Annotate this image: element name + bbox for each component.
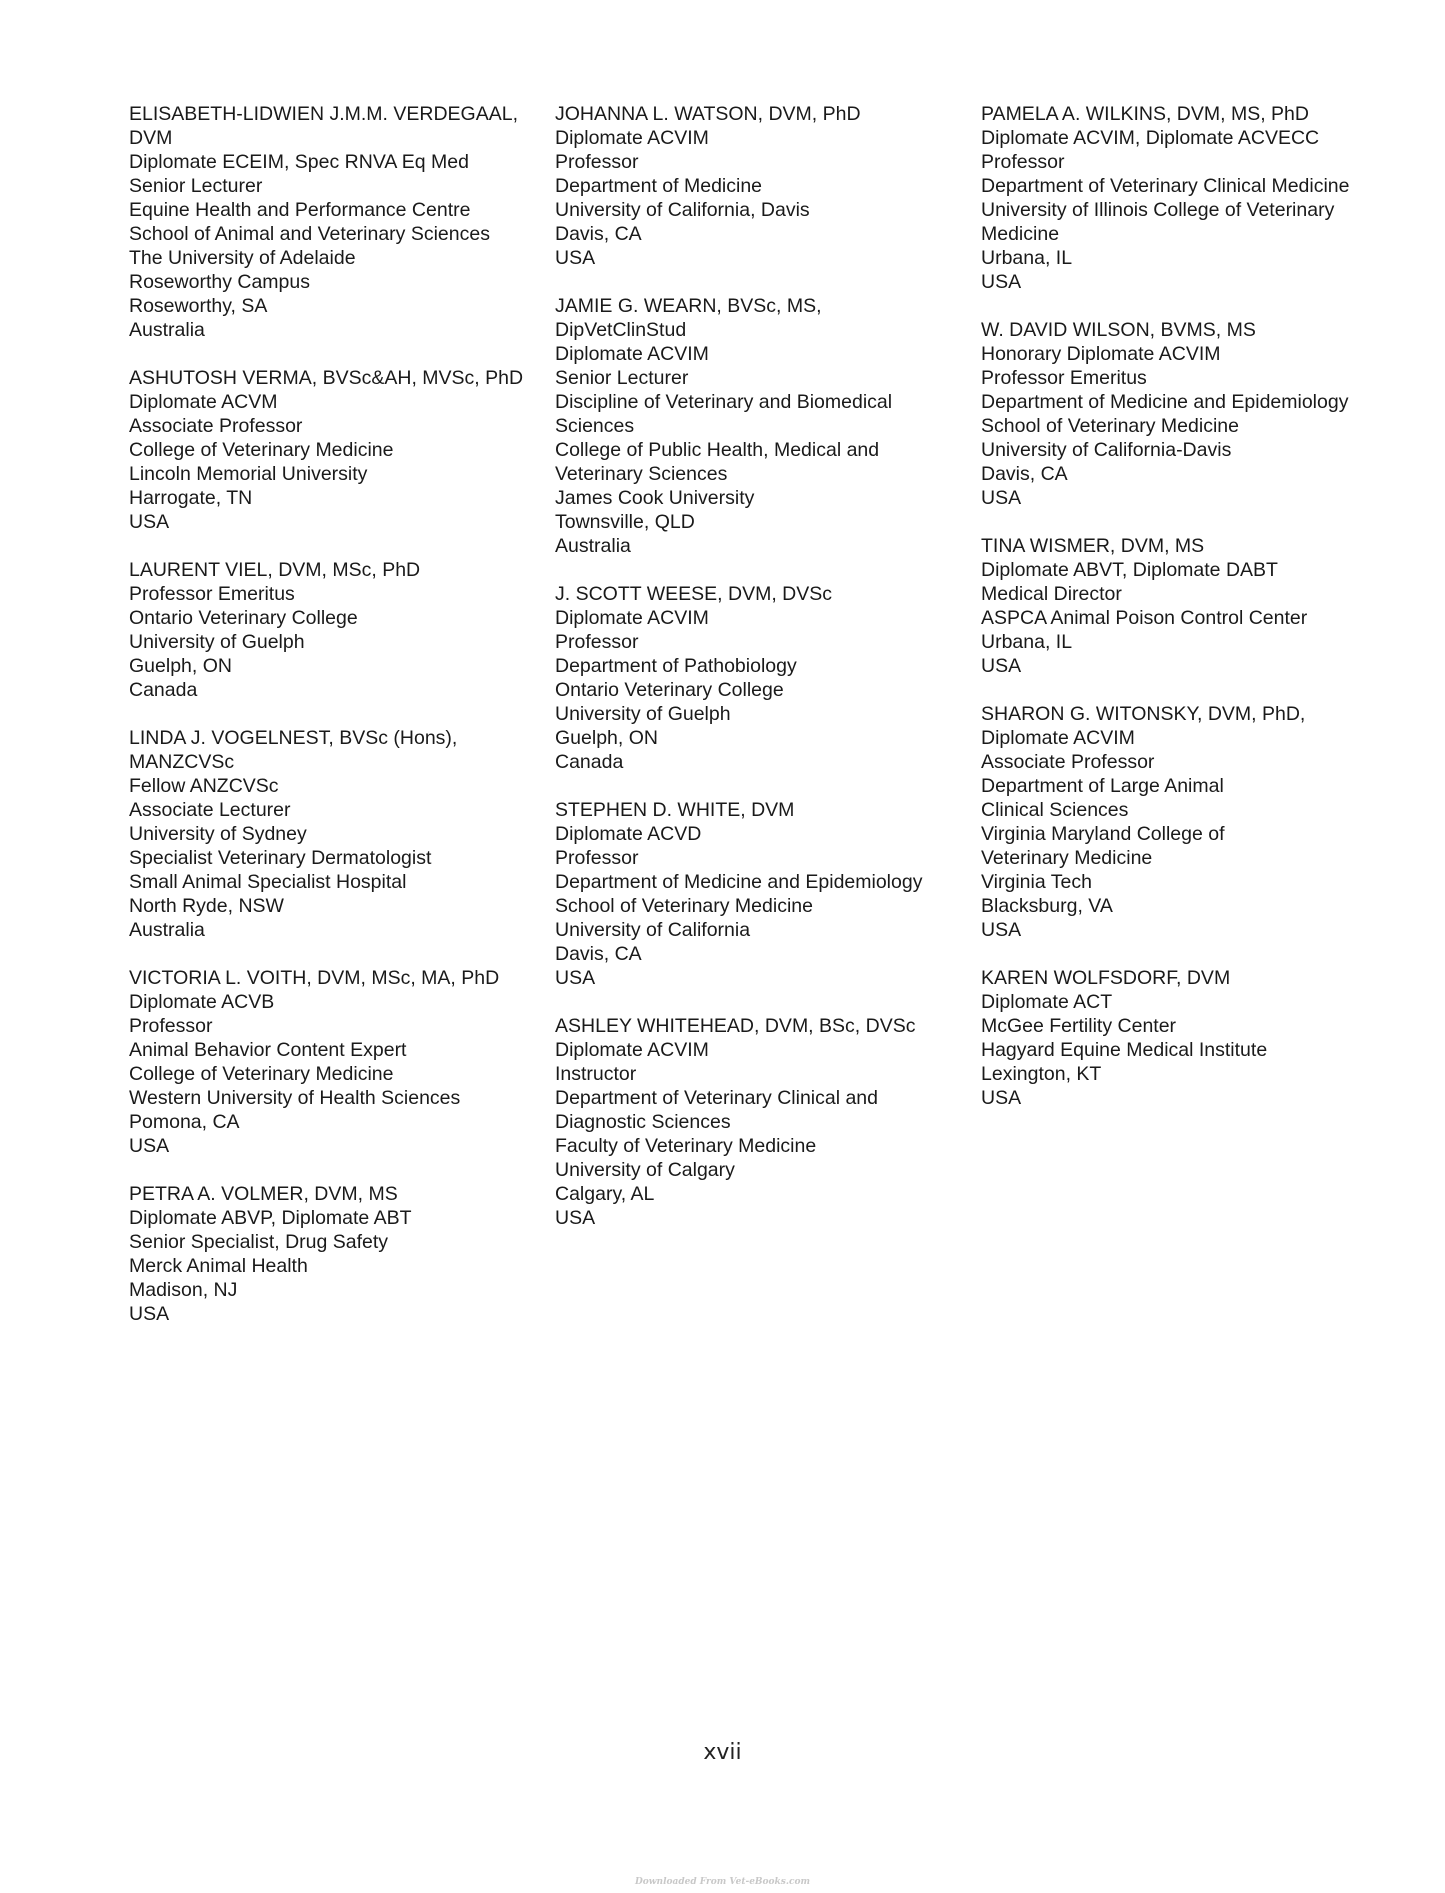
contributor-detail-line: Department of Medicine and Epidemiology	[981, 391, 1349, 413]
contributor-detail-line: Harrogate, TN	[129, 487, 253, 509]
contributor-detail-line: USA	[981, 655, 1022, 677]
contributor-detail-line: Roseworthy, SA	[129, 295, 268, 317]
contributor-detail-line: College of Veterinary Medicine	[129, 1063, 394, 1085]
contributor-detail-line: University of Guelph	[555, 703, 731, 725]
contributor-detail-line: Senior Lecturer	[129, 175, 263, 197]
contributor-name: J. SCOTT WEESE, DVM, DVSc	[555, 583, 833, 605]
contributor-name: ASHUTOSH VERMA, BVSc&AH, MVSc, PhD	[129, 367, 524, 389]
contributor-detail-line: Diplomate ACVB	[129, 991, 275, 1013]
contributor-detail-line: USA	[555, 967, 596, 989]
contributor-detail-line: Hagyard Equine Medical Institute	[981, 1039, 1268, 1061]
contributor-detail-line: McGee Fertility Center	[981, 1015, 1177, 1037]
contributor-detail-line: Equine Health and Performance Centre	[129, 199, 471, 221]
contributor-detail-line: College of Public Health, Medical and	[555, 439, 880, 461]
contributor-detail-line: Diplomate ECEIM, Spec RNVA Eq Med	[129, 151, 469, 173]
contributor-detail-line: Associate Lecturer	[129, 799, 291, 821]
contributor-detail-line: Urbana, IL	[981, 247, 1073, 269]
contributor-detail-line: Merck Animal Health	[129, 1255, 308, 1277]
contributor-entry	[555, 1014, 965, 1230]
contributor-detail-line: Professor Emeritus	[129, 583, 295, 605]
contributor-detail-line: Sciences	[555, 415, 635, 437]
contributor-detail-line: Diplomate ACT	[981, 991, 1113, 1013]
contributor-detail-line: Western University of Health Sciences	[129, 1087, 461, 1109]
contributor-detail-line: Veterinary Medicine	[981, 847, 1153, 869]
contributor-detail-line: James Cook University	[555, 487, 755, 509]
contributor-detail-line: Australia	[129, 919, 205, 941]
contributor-detail-line: Townsville, QLD	[555, 511, 695, 533]
contributor-detail-line: Diplomate ACVIM	[555, 607, 709, 629]
contributor-entry	[981, 318, 1401, 510]
contributor-detail-line: Canada	[555, 751, 624, 773]
contributor-detail-line: University of Illinois College of Veterinary	[981, 199, 1335, 221]
contributor-detail-line: College of Veterinary Medicine	[129, 439, 394, 461]
contributor-detail-line: DVM	[129, 127, 173, 149]
contributor-detail-line: Diplomate ACVIM	[981, 727, 1135, 749]
contributor-detail-line: Urbana, IL	[981, 631, 1073, 653]
page-number: xvii	[703, 1740, 742, 1765]
contributor-detail-line: Instructor	[555, 1063, 637, 1085]
contributor-detail-line: Diplomate ACVIM	[555, 127, 709, 149]
contributor-name: ELISABETH-LIDWIEN J.M.M. VERDEGAAL,	[129, 103, 518, 125]
contributor-detail-line: Department of Medicine and Epidemiology	[555, 871, 923, 893]
contributor-detail-line: Honorary Diplomate ACVIM	[981, 343, 1221, 365]
contributor-detail-line: Calgary, AL	[555, 1183, 655, 1205]
contributor-entry	[555, 294, 965, 558]
contributor-entry	[129, 1182, 534, 1326]
contributor-entry	[981, 102, 1401, 294]
contributor-detail-line: Department of Veterinary Clinical and	[555, 1087, 878, 1109]
contributor-detail-line: Clinical Sciences	[981, 799, 1129, 821]
contributor-detail-line: Davis, CA	[981, 463, 1068, 485]
contributor-detail-line: Specialist Veterinary Dermatologist	[129, 847, 432, 869]
contributor-detail-line: University of Calgary	[555, 1159, 735, 1181]
contributor-detail-line: Lincoln Memorial University	[129, 463, 368, 485]
contributor-entry	[129, 366, 534, 534]
contributor-detail-line: University of Sydney	[129, 823, 307, 845]
contributor-detail-line: University of Guelph	[129, 631, 305, 653]
contributor-detail-line: Diplomate ACVIM	[555, 1039, 709, 1061]
contributor-entry	[981, 534, 1401, 678]
contributor-detail-line: Roseworthy Campus	[129, 271, 310, 293]
contributor-detail-line: Diplomate ABVT, Diplomate DABT	[981, 559, 1278, 581]
contributor-detail-line: Guelph, ON	[129, 655, 232, 677]
contributor-entry	[981, 702, 1401, 942]
contributor-detail-line: Fellow ANZCVSc	[129, 775, 279, 797]
contributor-detail-line: Discipline of Veterinary and Biomedical	[555, 391, 893, 413]
contributor-entry	[129, 102, 534, 342]
contributor-detail-line: Diplomate ABVP, Diplomate ABT	[129, 1207, 412, 1229]
contributor-detail-line: School of Animal and Veterinary Sciences	[129, 223, 490, 245]
contributor-detail-line: The University of Adelaide	[129, 247, 356, 269]
contributor-detail-line: Professor	[555, 151, 639, 173]
contributor-detail-line: Diplomate ACVM	[129, 391, 278, 413]
contributor-detail-line: School of Veterinary Medicine	[981, 415, 1239, 437]
contributor-detail-line: Professor	[555, 847, 639, 869]
contributor-detail-line: Department of Pathobiology	[555, 655, 797, 677]
contributor-name: TINA WISMER, DVM, MS	[981, 535, 1205, 557]
contributor-detail-line: USA	[129, 511, 170, 533]
contributor-detail-line: Virginia Maryland College of	[981, 823, 1225, 845]
contributor-detail-line: Professor	[129, 1015, 213, 1037]
contributor-name: JAMIE G. WEARN, BVSc, MS,	[555, 295, 822, 317]
contributors-column-1	[129, 102, 534, 1350]
contributor-name: STEPHEN D. WHITE, DVM	[555, 799, 795, 821]
contributor-entry	[555, 102, 965, 270]
contributor-detail-line: USA	[129, 1303, 170, 1325]
contributors-column-2	[555, 102, 965, 1254]
contributor-entry	[129, 558, 534, 702]
watermark: Downloaded From Vet-eBooks.com	[635, 1877, 810, 1887]
contributor-detail-line: USA	[981, 919, 1022, 941]
contributor-detail-line: Davis, CA	[555, 223, 642, 245]
contributor-detail-line: Australia	[555, 535, 631, 557]
contributor-detail-line: Virginia Tech	[981, 871, 1092, 893]
contributor-detail-line: Lexington, KT	[981, 1063, 1102, 1085]
contributor-detail-line: Canada	[129, 679, 198, 701]
contributor-name: PAMELA A. WILKINS, DVM, MS, PhD	[981, 103, 1309, 125]
contributor-detail-line: Ontario Veterinary College	[129, 607, 358, 629]
contributor-detail-line: Senior Lecturer	[555, 367, 689, 389]
contributor-name: JOHANNA L. WATSON, DVM, PhD	[555, 103, 861, 125]
contributor-detail-line: Blacksburg, VA	[981, 895, 1113, 917]
contributor-detail-line: Diplomate ACVIM, Diplomate ACVECC	[981, 127, 1320, 149]
contributor-detail-line: Associate Professor	[981, 751, 1155, 773]
contributor-name: PETRA A. VOLMER, DVM, MS	[129, 1183, 398, 1205]
contributor-name: LINDA J. VOGELNEST, BVSc (Hons),	[129, 727, 458, 749]
contributor-detail-line: Madison, NJ	[129, 1279, 238, 1301]
contributor-name: LAURENT VIEL, DVM, MSc, PhD	[129, 559, 421, 581]
contributor-detail-line: Diagnostic Sciences	[555, 1111, 731, 1133]
contributor-detail-line: USA	[555, 247, 596, 269]
contributor-detail-line: USA	[981, 1087, 1022, 1109]
contributor-detail-line: Senior Specialist, Drug Safety	[129, 1231, 389, 1253]
contributor-detail-line: USA	[981, 271, 1022, 293]
contributor-detail-line: Department of Medicine	[555, 175, 763, 197]
contributor-detail-line: Professor	[555, 631, 639, 653]
contributor-detail-line: Diplomate ACVIM	[555, 343, 709, 365]
contributor-entry	[555, 798, 965, 990]
contributor-detail-line: Medicine	[981, 223, 1060, 245]
contributor-entry	[981, 966, 1401, 1110]
contributor-name: W. DAVID WILSON, BVMS, MS	[981, 319, 1256, 341]
contributor-detail-line: Diplomate ACVD	[555, 823, 702, 845]
contributor-detail-line: Professor	[981, 151, 1065, 173]
contributor-name: ASHLEY WHITEHEAD, DVM, BSc, DVSc	[555, 1015, 916, 1037]
contributor-name: KAREN WOLFSDORF, DVM	[981, 967, 1231, 989]
contributor-detail-line: School of Veterinary Medicine	[555, 895, 813, 917]
contributor-detail-line: Ontario Veterinary College	[555, 679, 784, 701]
contributor-detail-line: Australia	[129, 319, 205, 341]
contributor-name: VICTORIA L. VOITH, DVM, MSc, MA, PhD	[129, 967, 500, 989]
contributor-detail-line: Pomona, CA	[129, 1111, 240, 1133]
contributor-entry	[555, 582, 965, 774]
contributors-column-3	[981, 102, 1401, 1134]
contributor-detail-line: Animal Behavior Content Expert	[129, 1039, 407, 1061]
contributor-detail-line: USA	[981, 487, 1022, 509]
contributor-entry	[129, 966, 534, 1158]
contributor-detail-line: USA	[129, 1135, 170, 1157]
contributor-detail-line: Davis, CA	[555, 943, 642, 965]
contributor-detail-line: ASPCA Animal Poison Control Center	[981, 607, 1308, 629]
contributor-detail-line: MANZCVSc	[129, 751, 235, 773]
contributor-detail-line: University of California	[555, 919, 751, 941]
contributor-detail-line: Medical Director	[981, 583, 1122, 605]
contributor-detail-line: DipVetClinStud	[555, 319, 687, 341]
contributor-detail-line: North Ryde, NSW	[129, 895, 284, 917]
contributor-detail-line: Associate Professor	[129, 415, 303, 437]
contributor-detail-line: University of California-Davis	[981, 439, 1232, 461]
contributor-detail-line: Department of Large Animal	[981, 775, 1224, 797]
contributor-detail-line: Department of Veterinary Clinical Medicine	[981, 175, 1350, 197]
contributor-detail-line: Small Animal Specialist Hospital	[129, 871, 407, 893]
contributor-detail-line: University of California, Davis	[555, 199, 810, 221]
contributor-detail-line: USA	[555, 1207, 596, 1229]
contributor-detail-line: Faculty of Veterinary Medicine	[555, 1135, 817, 1157]
contributor-detail-line: Veterinary Sciences	[555, 463, 728, 485]
contributor-entry	[129, 726, 534, 942]
contributor-detail-line: Professor Emeritus	[981, 367, 1147, 389]
contributor-name: SHARON G. WITONSKY, DVM, PhD,	[981, 703, 1306, 725]
contributor-detail-line: Guelph, ON	[555, 727, 658, 749]
